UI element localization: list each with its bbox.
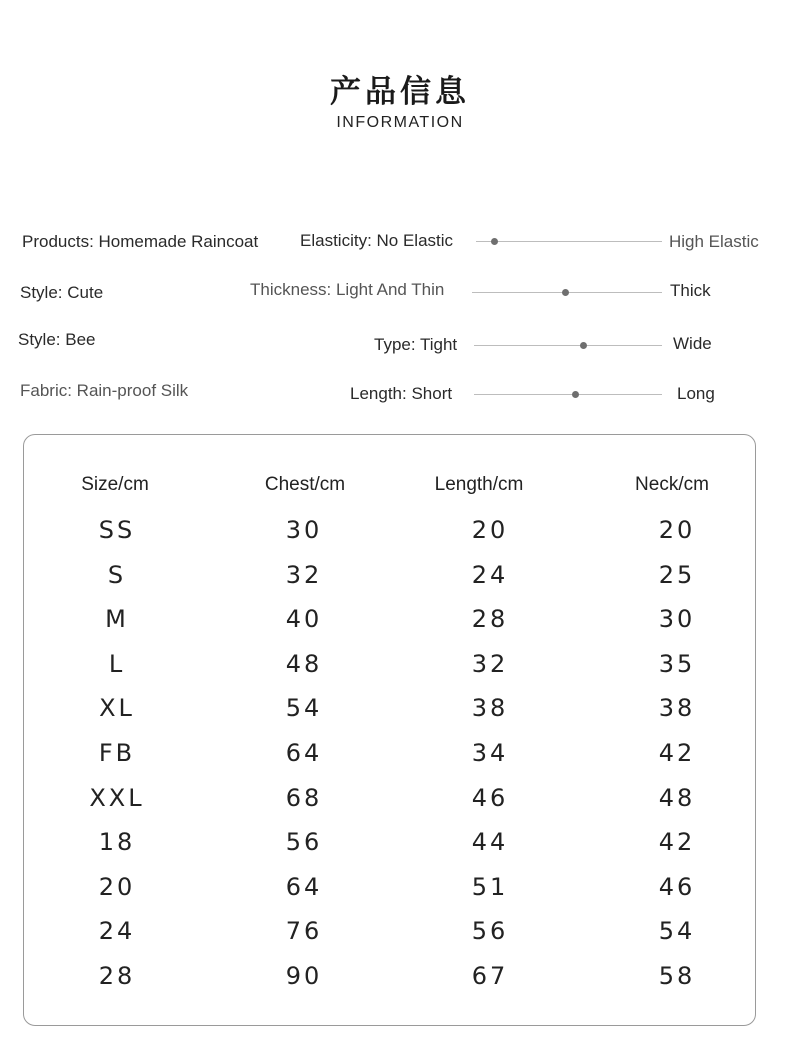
scale-right-label: Long [677, 384, 715, 403]
table-cell: 20 [471, 516, 509, 544]
page-subtitle: INFORMATION [336, 114, 464, 131]
table-cell: 64 [285, 739, 323, 767]
table-cell: 40 [285, 605, 323, 633]
scale-right-label: Thick [670, 281, 711, 300]
table-cell: 32 [285, 561, 323, 589]
table-cell: 35 [658, 650, 696, 678]
table-cell: 38 [471, 694, 509, 722]
table-cell: M [105, 605, 129, 633]
table-cell: S [107, 561, 127, 589]
scale-right-label: Wide [673, 334, 712, 353]
table-cell: 68 [285, 784, 323, 812]
table-cell: XL [99, 694, 135, 722]
table-cell: 32 [471, 650, 509, 678]
table-cell: 56 [285, 828, 323, 856]
table-cell: 67 [471, 962, 509, 990]
table-cell: 90 [285, 962, 323, 990]
table-cell: SS [98, 516, 136, 544]
table-cell: 51 [471, 873, 509, 901]
table-cell: 76 [285, 917, 323, 945]
scale-right-label: High Elastic [669, 232, 759, 251]
page-title: 产品信息 [330, 74, 470, 110]
table-cell: 28 [471, 605, 509, 633]
scale-left-label: Elasticity: No Elastic [300, 231, 454, 250]
table-cell: 58 [658, 962, 696, 990]
table-cell: 30 [658, 605, 696, 633]
table-cell: 34 [471, 739, 509, 767]
table-cell: 48 [658, 784, 696, 812]
table-cell: L [108, 650, 126, 678]
table-cell: 48 [285, 650, 323, 678]
scale-track [474, 394, 662, 395]
table-cell: 64 [285, 873, 323, 901]
scale-left-label: Length: Short [350, 384, 453, 403]
table-cell: 18 [98, 828, 136, 856]
table-cell: 30 [285, 516, 323, 544]
table-header-neck: Neck/cm [635, 474, 709, 495]
table-cell: 54 [658, 917, 696, 945]
style-label: Style: Bee [18, 330, 96, 349]
table-cell: 20 [98, 873, 136, 901]
table-cell: 24 [471, 561, 509, 589]
table-cell: 42 [658, 739, 696, 767]
table-cell: 44 [471, 828, 509, 856]
table-cell: XXL [89, 784, 145, 812]
table-cell: 24 [98, 917, 136, 945]
table-cell: 54 [285, 694, 323, 722]
scale-marker [491, 238, 498, 245]
table-cell: 46 [658, 873, 696, 901]
table-cell: 38 [658, 694, 696, 722]
table-cell: FB [98, 739, 136, 767]
fabric-label: Fabric: Rain-proof Silk [20, 381, 189, 400]
scale-left-label: Thickness: Light And Thin [250, 280, 445, 299]
scale-marker [562, 289, 569, 296]
table-cell: 42 [658, 828, 696, 856]
table-header-length: Length/cm [434, 474, 524, 495]
table-cell: 20 [658, 516, 696, 544]
products-label: Products: Homemade Raincoat [22, 232, 259, 251]
table-header-size: Size/cm [81, 474, 149, 495]
scale-track [476, 241, 662, 242]
scale-marker [572, 391, 579, 398]
table-cell: 28 [98, 962, 136, 990]
table-cell: 56 [471, 917, 509, 945]
table-cell: 25 [658, 561, 696, 589]
scale-left-label: Type: Tight [374, 335, 458, 354]
table-cell: 46 [471, 784, 509, 812]
scale-marker [580, 342, 587, 349]
scale-track [474, 345, 662, 346]
style-label: Style: Cute [20, 283, 104, 302]
table-header-chest: Chest/cm [264, 474, 346, 495]
